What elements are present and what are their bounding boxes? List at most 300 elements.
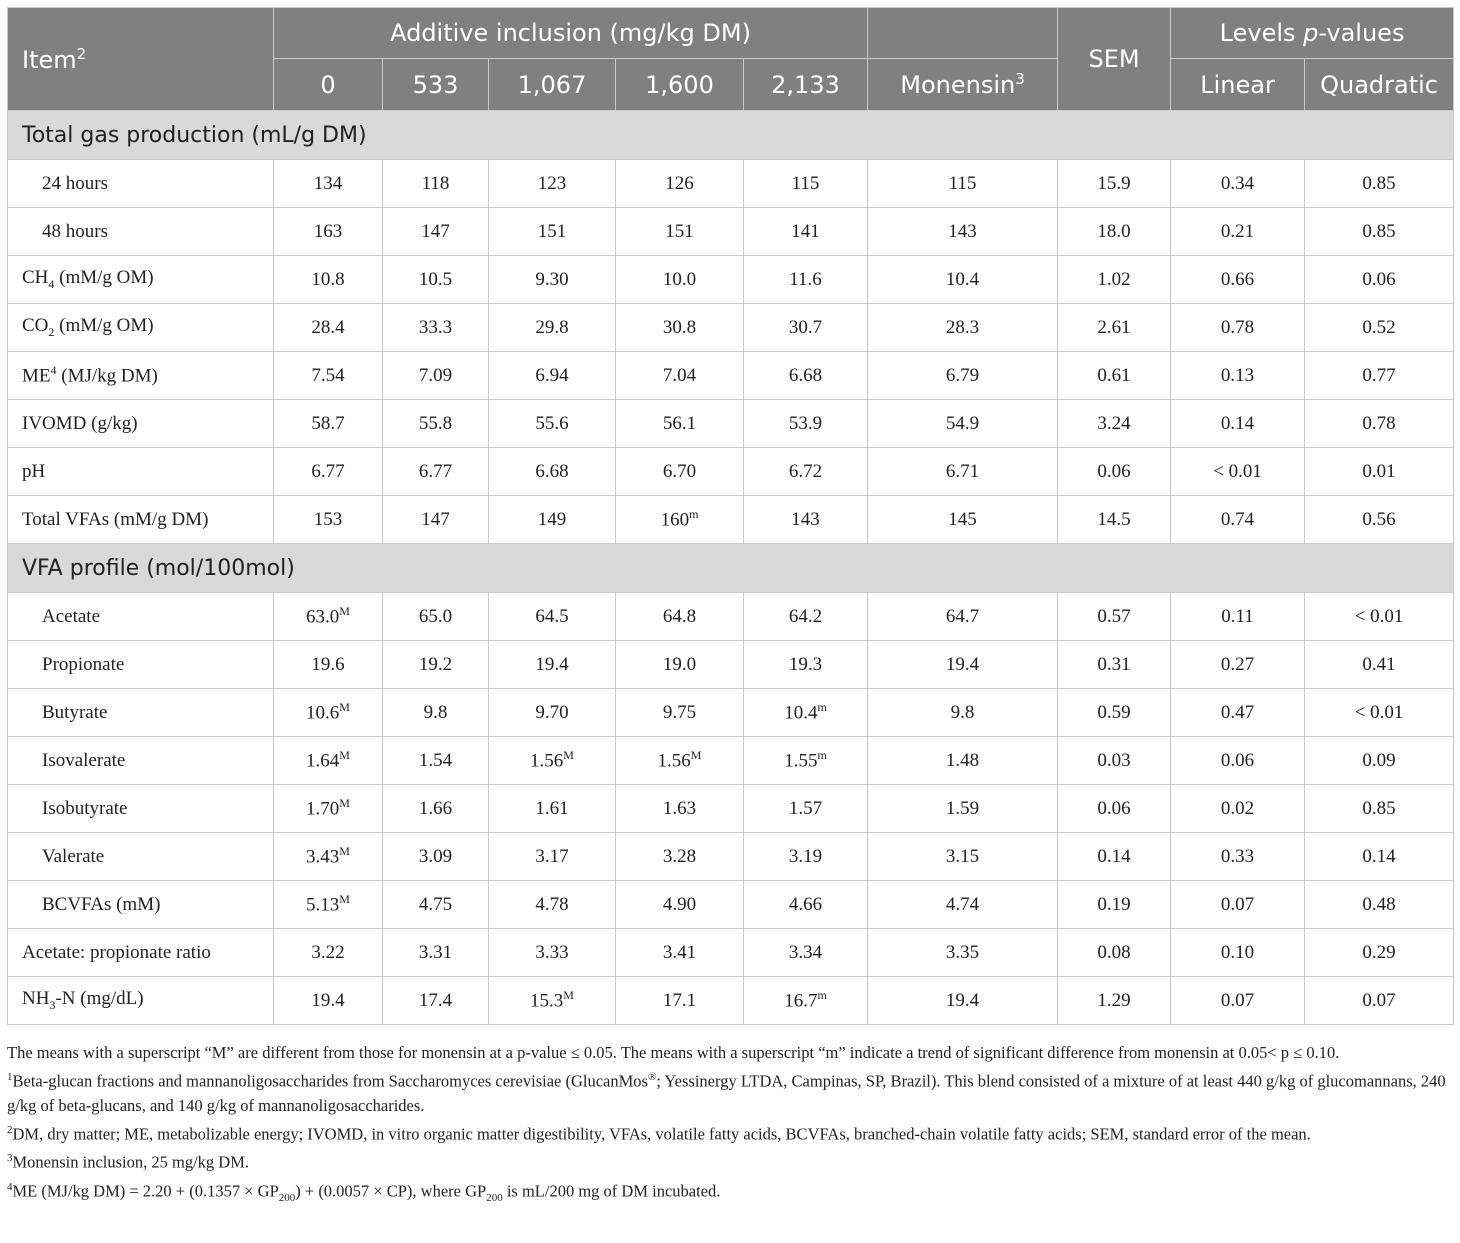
cell-value: 2.61 xyxy=(1097,316,1131,338)
row-label-rest: -N (mg/dL) xyxy=(55,988,144,1010)
cell-value: 0.01 xyxy=(1362,460,1396,482)
row-label-text: Isovalerate xyxy=(42,749,126,771)
cell-value: 19.0 xyxy=(662,653,697,675)
cell-value: 143 xyxy=(948,220,977,242)
cell-value: 6.77 xyxy=(311,460,345,482)
footnote-text: ) + (0.0057 × CP), where GP xyxy=(295,1181,487,1200)
header-levels xyxy=(1171,8,1454,59)
section-title: VFA profile (mol/100mol) xyxy=(8,544,1454,593)
value-cell xyxy=(383,929,489,977)
cell-value: 0.48 xyxy=(1362,893,1396,915)
cell-value: 9.30 xyxy=(535,268,569,290)
cell-value: 0.27 xyxy=(1220,653,1255,675)
footnote-superscript: 4 xyxy=(7,1180,13,1193)
value-cell xyxy=(616,208,744,256)
row-label-text: 48 hours xyxy=(42,220,108,242)
row-label-text: pH xyxy=(22,460,46,482)
cell-value: 0.85 xyxy=(1362,797,1396,819)
cell-value: 4.75 xyxy=(418,893,453,915)
header-dose: 1,600 xyxy=(616,59,744,111)
value-cell xyxy=(868,689,1058,737)
cell-value: 3.43 xyxy=(306,846,340,868)
cell-value: 4.78 xyxy=(535,893,569,915)
cell-value: 6.94 xyxy=(535,364,569,386)
cell-value: 0.33 xyxy=(1220,845,1255,867)
value-cell xyxy=(383,304,489,352)
row-label-text: Acetate xyxy=(42,605,101,627)
cell-value: 6.79 xyxy=(945,364,980,386)
section-header-row xyxy=(8,111,1454,160)
cell-value: 6.71 xyxy=(945,460,980,482)
value-cell xyxy=(1058,977,1171,1025)
value-cell xyxy=(616,448,744,496)
value-cell xyxy=(1305,304,1454,352)
cell-value: 1.59 xyxy=(945,797,980,819)
cell-value: 10.6 xyxy=(306,702,340,724)
cell-value: 5.13 xyxy=(306,894,340,916)
header-item xyxy=(8,8,274,111)
table-row xyxy=(8,881,1454,929)
row-label xyxy=(8,785,274,833)
cell-value: 0.57 xyxy=(1097,605,1131,627)
cell-value: 9.8 xyxy=(423,701,448,723)
cell-value: 126 xyxy=(665,172,694,194)
cell-value: 0.61 xyxy=(1097,364,1131,386)
row-label-text: 24 hours xyxy=(42,172,108,194)
value-cell xyxy=(489,737,616,785)
cell-value: 64.7 xyxy=(945,605,980,627)
cell-value: 3.34 xyxy=(788,941,823,963)
row-label xyxy=(8,208,274,256)
cell-value: 10.4 xyxy=(784,702,818,724)
value-cell xyxy=(868,400,1058,448)
header-levels-suffix: -values xyxy=(1318,19,1405,47)
table-row xyxy=(8,929,1454,977)
cell-value: < 0.01 xyxy=(1213,460,1262,482)
value-cell xyxy=(616,256,744,304)
value-cell xyxy=(1171,208,1305,256)
footnote xyxy=(7,1065,1453,1118)
cell-value: 0.31 xyxy=(1097,653,1131,675)
table-row xyxy=(8,448,1454,496)
header-additive-group: Additive inclusion (mg/kg DM) xyxy=(274,8,868,59)
footnote xyxy=(7,1146,1453,1175)
value-cell xyxy=(744,641,868,689)
value-cell xyxy=(1305,160,1454,208)
value-cell xyxy=(383,593,489,641)
value-cell xyxy=(1305,833,1454,881)
row-label-text: IVOMD (g/kg) xyxy=(22,412,138,434)
value-cell xyxy=(616,785,744,833)
cell-value: 33.3 xyxy=(418,316,453,338)
cell-value: 0.07 xyxy=(1220,893,1255,915)
value-cell xyxy=(744,208,868,256)
cell-value: 6.72 xyxy=(788,460,823,482)
cell-value: 19.4 xyxy=(535,653,569,675)
footnote-text: Beta-glucan fractions and mannanoligosaccharides from Saccharomyces cerevisiae (GlucanMos xyxy=(12,1071,648,1091)
header-dose: 533 xyxy=(383,59,489,111)
section-header-row xyxy=(8,544,1454,593)
value-cell xyxy=(274,977,383,1025)
value-cell xyxy=(1171,352,1305,400)
cell-value: 3.15 xyxy=(945,845,980,867)
value-cell xyxy=(616,641,744,689)
cell-value: 145 xyxy=(948,508,977,530)
cell-value: 28.4 xyxy=(311,316,345,338)
cell-value: 14.5 xyxy=(1097,508,1131,530)
cell-value: 30.7 xyxy=(788,316,823,338)
row-label-text: Valerate xyxy=(42,845,105,867)
value-cell xyxy=(383,448,489,496)
value-cell xyxy=(383,977,489,1025)
value-cell xyxy=(383,785,489,833)
value-cell xyxy=(1171,304,1305,352)
value-cell xyxy=(868,833,1058,881)
cell-value: 115 xyxy=(948,172,977,194)
value-cell xyxy=(1171,641,1305,689)
row-label-subscript: 3 xyxy=(49,997,56,1012)
header-levels-p: p xyxy=(1303,19,1319,47)
value-cell xyxy=(383,833,489,881)
value-cell xyxy=(744,400,868,448)
value-cell xyxy=(1171,929,1305,977)
header-dose: 2,133 xyxy=(744,59,868,111)
value-cell xyxy=(1305,208,1454,256)
value-cell xyxy=(868,881,1058,929)
value-cell xyxy=(616,737,744,785)
cell-value: 6.68 xyxy=(788,364,823,386)
value-cell xyxy=(616,160,744,208)
value-cell xyxy=(489,256,616,304)
row-label xyxy=(8,352,274,400)
value-cell xyxy=(489,689,616,737)
value-cell xyxy=(274,833,383,881)
value-cell xyxy=(274,400,383,448)
value-cell xyxy=(489,641,616,689)
cell-value: 19.4 xyxy=(311,989,345,1011)
significance-superscript: M xyxy=(339,892,350,907)
footnote-superscript: ® xyxy=(647,1071,657,1083)
table-row xyxy=(8,593,1454,641)
value-cell xyxy=(489,448,616,496)
value-cell xyxy=(1305,641,1454,689)
value-cell xyxy=(1058,593,1171,641)
significance-superscript: M xyxy=(339,844,350,859)
cell-value: 0.09 xyxy=(1362,749,1396,771)
value-cell xyxy=(489,977,616,1025)
cell-value: 3.09 xyxy=(418,845,453,867)
cell-value: 0.11 xyxy=(1221,605,1254,627)
row-label-text: Isobutyrate xyxy=(42,797,128,819)
cell-value: 4.90 xyxy=(662,893,697,915)
cell-value: 0.06 xyxy=(1220,749,1255,771)
footnote-text: is mL/200 mg of DM incubated. xyxy=(502,1181,721,1200)
cell-value: 1.54 xyxy=(418,749,453,771)
cell-value: 64.5 xyxy=(535,605,569,627)
cell-value: 118 xyxy=(421,172,450,194)
value-cell xyxy=(1171,881,1305,929)
cell-value: 7.04 xyxy=(662,364,697,386)
header-monensin xyxy=(868,59,1058,111)
row-label xyxy=(8,977,274,1025)
cell-value: 0.52 xyxy=(1362,316,1396,338)
cell-value: 0.02 xyxy=(1220,797,1255,819)
table-row xyxy=(8,737,1454,785)
row-label-text: Butyrate xyxy=(42,701,108,723)
value-cell xyxy=(1058,641,1171,689)
row-label-rest: (MJ/kg DM) xyxy=(56,365,158,387)
cell-value: 65.0 xyxy=(418,605,453,627)
cell-value: 1.70 xyxy=(306,798,340,820)
value-cell xyxy=(274,448,383,496)
value-cell xyxy=(868,593,1058,641)
table-row xyxy=(8,977,1454,1025)
value-cell xyxy=(383,689,489,737)
cell-value: 58.7 xyxy=(311,412,345,434)
value-cell xyxy=(489,208,616,256)
cell-value: 3.28 xyxy=(662,845,697,867)
row-label xyxy=(8,304,274,352)
value-cell xyxy=(616,689,744,737)
significance-superscript: M xyxy=(339,700,350,715)
cell-value: 3.24 xyxy=(1097,412,1131,434)
cell-value: 0.14 xyxy=(1097,845,1131,867)
cell-value: 3.17 xyxy=(535,845,569,867)
value-cell xyxy=(1305,593,1454,641)
value-cell xyxy=(1305,352,1454,400)
footnote-superscript: 1 xyxy=(7,1071,13,1083)
header-blank xyxy=(868,8,1058,59)
cell-value: 1.63 xyxy=(662,797,697,819)
value-cell xyxy=(489,929,616,977)
cell-value: 0.06 xyxy=(1097,460,1131,482)
table-row xyxy=(8,833,1454,881)
row-label-text: Total VFAs (mM/g DM) xyxy=(22,508,209,530)
cell-value: 1.02 xyxy=(1097,268,1131,290)
significance-superscript: m xyxy=(817,700,827,715)
row-label-text: BCVFAs (mM) xyxy=(42,893,161,915)
cell-value: 0.03 xyxy=(1097,749,1131,771)
value-cell xyxy=(868,641,1058,689)
value-cell xyxy=(274,304,383,352)
value-cell xyxy=(744,496,868,544)
value-cell xyxy=(744,304,868,352)
value-cell xyxy=(383,881,489,929)
cell-value: 3.35 xyxy=(945,941,980,963)
value-cell xyxy=(868,448,1058,496)
value-cell xyxy=(274,737,383,785)
value-cell xyxy=(383,256,489,304)
value-cell xyxy=(1058,785,1171,833)
value-cell xyxy=(1171,689,1305,737)
header-quadratic: Quadratic xyxy=(1305,59,1454,111)
cell-value: 28.3 xyxy=(945,316,980,338)
cell-value: 3.22 xyxy=(311,941,345,963)
table-row xyxy=(8,256,1454,304)
table-row xyxy=(8,352,1454,400)
table-row xyxy=(8,208,1454,256)
footnote-subscript: 200 xyxy=(486,1191,503,1204)
value-cell xyxy=(274,929,383,977)
row-label xyxy=(8,689,274,737)
cell-value: 1.55 xyxy=(784,750,818,772)
value-cell xyxy=(1171,496,1305,544)
value-cell xyxy=(868,352,1058,400)
cell-value: 1.66 xyxy=(418,797,453,819)
cell-value: 30.8 xyxy=(662,316,697,338)
cell-value: 1.29 xyxy=(1097,989,1131,1011)
footnote-superscript: 3 xyxy=(7,1152,13,1164)
value-cell xyxy=(489,496,616,544)
value-cell xyxy=(274,689,383,737)
cell-value: 19.6 xyxy=(311,653,345,675)
cell-value: 0.07 xyxy=(1362,989,1396,1011)
cell-value: 1.56 xyxy=(657,750,691,772)
row-label-subscript: 4 xyxy=(48,276,55,291)
cell-value: 141 xyxy=(791,220,820,242)
cell-value: 0.06 xyxy=(1362,268,1396,290)
table-row xyxy=(8,160,1454,208)
value-cell xyxy=(868,304,1058,352)
value-cell xyxy=(489,881,616,929)
significance-superscript: M xyxy=(563,988,574,1003)
value-cell xyxy=(1058,160,1171,208)
value-cell xyxy=(616,400,744,448)
header-levels-prefix: Levels xyxy=(1219,19,1304,47)
value-cell xyxy=(1058,833,1171,881)
value-cell xyxy=(744,160,868,208)
cell-value: 18.0 xyxy=(1097,220,1131,242)
value-cell xyxy=(274,785,383,833)
value-cell xyxy=(383,737,489,785)
row-label xyxy=(8,881,274,929)
row-label xyxy=(8,160,274,208)
value-cell xyxy=(744,737,868,785)
value-cell xyxy=(274,641,383,689)
cell-value: 64.2 xyxy=(788,605,823,627)
cell-value: 9.75 xyxy=(662,701,697,723)
row-label xyxy=(8,496,274,544)
value-cell xyxy=(1171,256,1305,304)
cell-value: 0.85 xyxy=(1362,220,1396,242)
value-cell xyxy=(616,977,744,1025)
cell-value: 7.54 xyxy=(311,364,345,386)
value-cell xyxy=(1058,496,1171,544)
results-table xyxy=(7,7,1454,1025)
row-label-subscript: 2 xyxy=(48,324,55,339)
value-cell xyxy=(1171,400,1305,448)
cell-value: 160 xyxy=(660,509,690,531)
value-cell xyxy=(383,352,489,400)
value-cell xyxy=(744,881,868,929)
cell-value: 3.31 xyxy=(418,941,453,963)
value-cell xyxy=(744,929,868,977)
header-item-footnote: 2 xyxy=(76,44,87,63)
table-row xyxy=(8,689,1454,737)
cell-value: 1.61 xyxy=(535,797,569,819)
row-label-text: CH xyxy=(22,267,49,289)
row-label xyxy=(8,833,274,881)
value-cell xyxy=(1171,737,1305,785)
cell-value: 53.9 xyxy=(788,412,823,434)
value-cell xyxy=(489,785,616,833)
cell-value: 19.4 xyxy=(945,989,980,1011)
cell-value: 1.56 xyxy=(530,750,564,772)
value-cell xyxy=(383,208,489,256)
row-label-rest: (mM/g OM) xyxy=(54,267,154,289)
cell-value: 10.8 xyxy=(311,268,345,290)
header-sem: SEM xyxy=(1058,8,1171,111)
cell-value: 19.4 xyxy=(945,653,980,675)
row-label-text: Propionate xyxy=(42,653,125,675)
value-cell xyxy=(744,833,868,881)
cell-value: 17.4 xyxy=(418,989,453,1011)
value-cell xyxy=(744,593,868,641)
footnote-text: The means with a superscript “M” are different from those for monensin at a p-value ≤ 0.05. The means with a superscript “m” indicate a trend of significant difference from monensin at 0.05< p ≤ 0.10. xyxy=(7,1043,1340,1062)
cell-value: 63.0 xyxy=(306,606,340,628)
value-cell xyxy=(1171,785,1305,833)
value-cell xyxy=(868,160,1058,208)
cell-value: 147 xyxy=(421,508,450,530)
table-header xyxy=(8,8,1454,111)
value-cell xyxy=(1058,737,1171,785)
value-cell xyxy=(744,689,868,737)
cell-value: 0.77 xyxy=(1362,364,1396,386)
cell-value: 0.78 xyxy=(1362,412,1396,434)
cell-value: 3.19 xyxy=(788,845,823,867)
cell-value: 0.85 xyxy=(1362,172,1396,194)
section-title: Total gas production (mL/g DM) xyxy=(8,111,1454,160)
value-cell xyxy=(744,977,868,1025)
cell-value: 4.66 xyxy=(788,893,823,915)
cell-value: 147 xyxy=(421,220,450,242)
table-body xyxy=(8,111,1454,1025)
row-label-text: ME xyxy=(22,365,51,387)
value-cell xyxy=(489,160,616,208)
significance-superscript: m xyxy=(689,507,699,522)
value-cell xyxy=(868,496,1058,544)
footnote xyxy=(7,1175,1453,1210)
cell-value: 19.2 xyxy=(418,653,453,675)
cell-value: 4.74 xyxy=(945,893,980,915)
footnote-subscript: 200 xyxy=(278,1191,296,1204)
value-cell xyxy=(383,160,489,208)
value-cell xyxy=(489,304,616,352)
significance-superscript: m xyxy=(817,748,827,763)
table-row xyxy=(8,785,1454,833)
row-label-text: CO xyxy=(22,315,49,337)
cell-value: < 0.01 xyxy=(1354,605,1404,627)
value-cell xyxy=(616,352,744,400)
significance-superscript: M xyxy=(563,748,574,763)
footnote-text: DM, dry matter; ME, metabolizable energy; IVOMD, in vitro organic matter digestibility, VFAs, volatile fatty acids, BCVFAs, branched-chain volatile fatty acids; SEM, standard error of the mean. xyxy=(12,1124,1311,1143)
value-cell xyxy=(1305,737,1454,785)
row-label xyxy=(8,256,274,304)
value-cell xyxy=(1058,881,1171,929)
cell-value: 0.47 xyxy=(1220,701,1255,723)
value-cell xyxy=(1058,304,1171,352)
significance-superscript: M xyxy=(690,748,702,763)
cell-value: 55.8 xyxy=(418,412,453,434)
table-row xyxy=(8,400,1454,448)
value-cell xyxy=(1171,977,1305,1025)
cell-value: 29.8 xyxy=(535,316,569,338)
value-cell xyxy=(274,881,383,929)
header-monensin-label: Monensin xyxy=(900,71,1016,99)
significance-superscript: M xyxy=(339,604,350,619)
cell-value: 0.59 xyxy=(1097,701,1131,723)
cell-value: 9.8 xyxy=(950,701,975,723)
